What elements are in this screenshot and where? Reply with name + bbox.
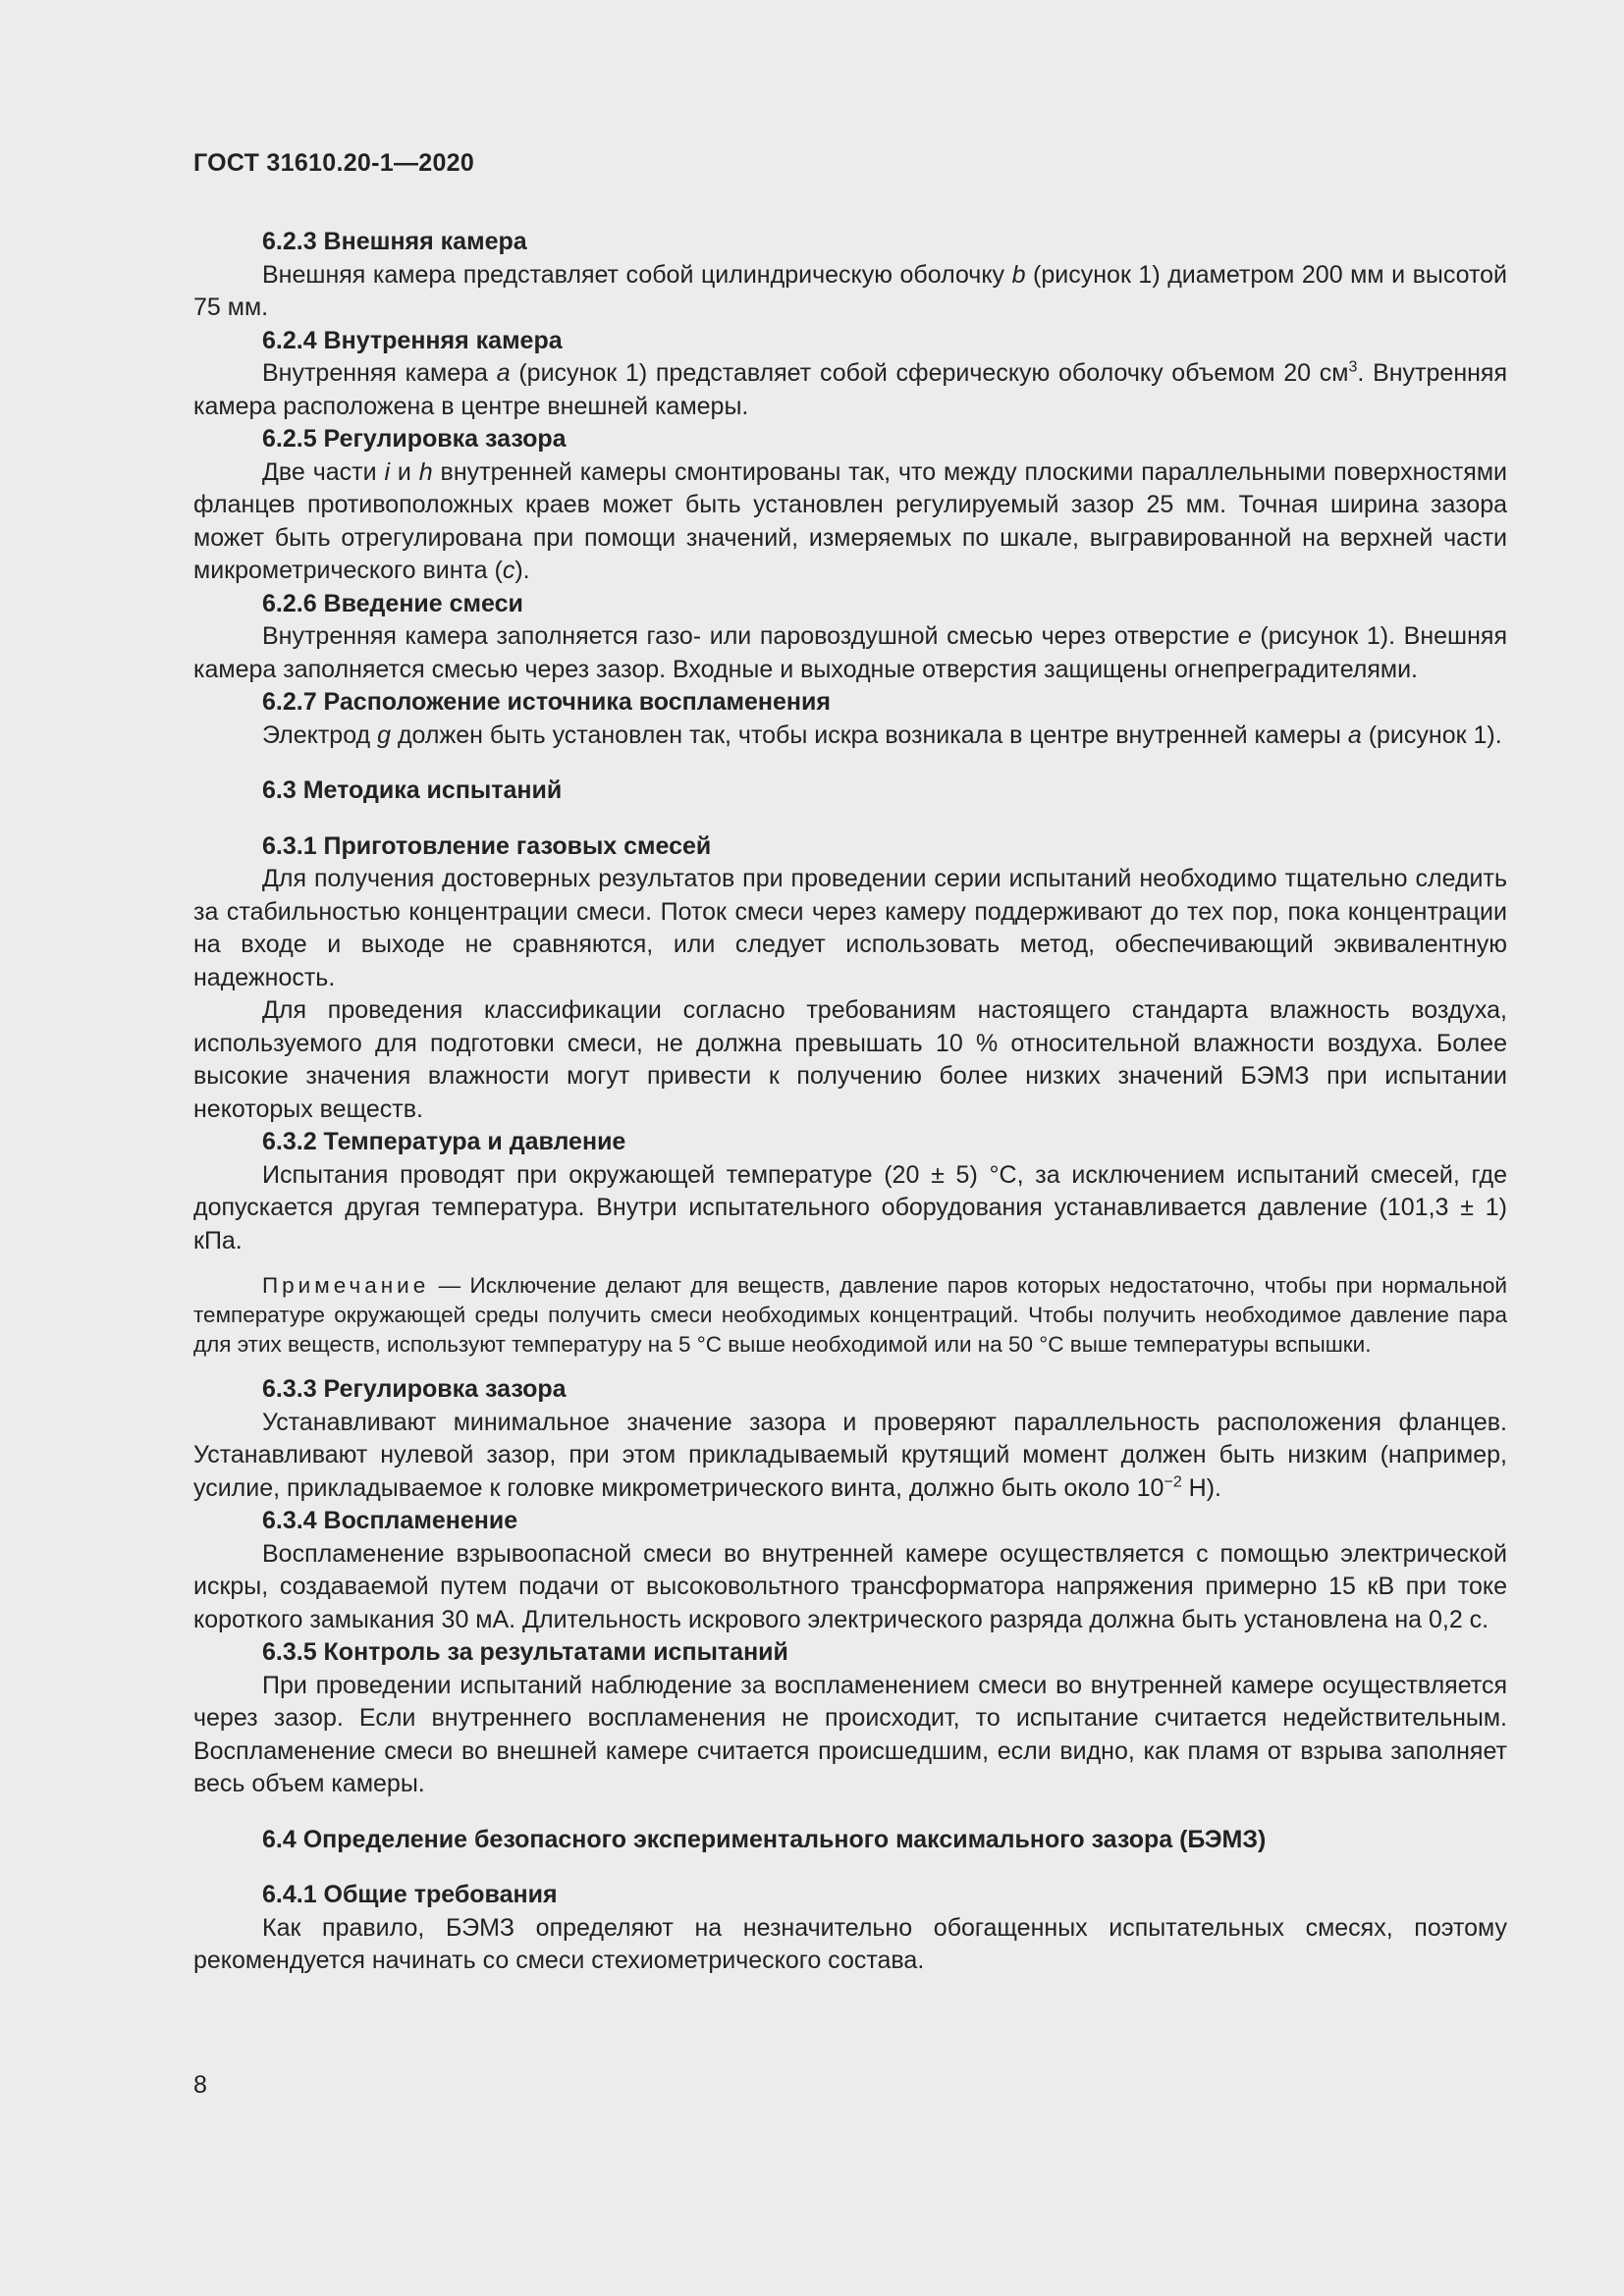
paragraph: Две части i и h внутренней камеры смонтированы так, что между плоскими параллельными поверхностями фланцев противоположных краев может быть установлен регулируемый зазор 25 мм. Точная ширина зазора может быть отрегулирована при помощи значений, измеряемых по шкале, выгравированной на верхней части микрометрического винта (c). (193, 457, 1507, 584)
section-heading: 6.2.5 Регулировка зазора (262, 425, 567, 453)
section-heading: 6.3.2 Температура и давление (262, 1128, 626, 1155)
section-heading: 6.3.1 Приготовление газовых смесей (262, 831, 712, 860)
section-heading: 6.4 Определение безопасного экспериментального максимального зазора (БЭМЗ) (262, 1825, 1267, 1853)
paragraph: Внутренняя камера заполняется газо- или паровоздушной смесью через отверстие e (рисунок 1). Внешняя камера заполняется смесью через зазор. Входные и выходные отверстия защищены огнепреградителями. (193, 622, 1507, 683)
section-heading: 6.3.3 Регулировка зазора (262, 1375, 567, 1403)
section-heading: 6.2.3 Внешняя камера (262, 228, 527, 255)
paragraph: Испытания проводят при окружающей температуре (20 ± 5) °С, за исключением испытаний смесей, где допускается другая температура. Внутри испытательного оборудования устанавливается давление (101,3 ± 1) кПа. (193, 1160, 1507, 1255)
paragraph: Для проведения классификации согласно требованиям настоящего стандарта влажность воздуха, используемого для подготовки смеси, не должна превышать 10 % относительной влажности воздуха. Более высокие значения влажности могут привести к получению более низких значений БЭМЗ при испытании некоторых веществ. (193, 996, 1507, 1123)
section-heading: 6.2.6 Введение смеси (262, 589, 523, 617)
paragraph: Внешняя камера представляет собой цилиндрическую оболочку b (рисунок 1) диаметром 200 мм и высотой 75 мм. (193, 260, 1508, 321)
paragraph: Воспламенение взрывоопасной смеси во внутренней камере осуществляется с помощью электрической искры, создаваемой путем подачи от высоковольтного трансформатора напряжения примерно 15 кВ при токе короткого замыкания 30 мА. Длительность искрового электрического разряда должна быть установлена на 0,2 с. (193, 1539, 1507, 1633)
paragraph: Устанавливают минимальное значение зазора и проверяют параллельность расположения фланцев. Устанавливают нулевой зазор, при этом прикладываемый крутящий момент должен быть низким (например, усилие, прикладываемое к головке микрометрического винта, должно быть около $10^{-2}$ Н). (193, 1408, 1507, 1502)
page-body (193, 226, 1507, 1978)
page-number: 8 (193, 2071, 207, 2099)
section-heading: 6.3 Методика испытаний (262, 776, 563, 804)
document-code-header: ГОСТ 31610.20-1—2020 (193, 149, 475, 177)
paragraph: При проведении испытаний наблюдение за воспламенением смеси во внутренней камере осуществляется через зазор. Если внутреннего воспламенения не происходит, то испытание считается недействительным. Воспламенение смеси во внешней камере считается происшедшим, если видно, как пламя от взрыва заполняет весь объем камеры. (193, 1671, 1507, 1797)
paragraph: Внутренняя камера a (рисунок 1) представляет собой сферическую оболочку объемом 20 $см^3$. Внутренняя камера расположена в центре внешней камеры. (193, 358, 1508, 420)
section-heading: 6.3.4 Воспламенение (262, 1507, 518, 1534)
section-heading: 6.3.5 Контроль за результатами испытаний (262, 1638, 788, 1666)
paragraph: Как правило, БЭМЗ определяют на незначительно обогащенных испытательных смесях, поэтому рекомендуется начинать со смеси стехиометрического состава. (193, 1913, 1507, 1974)
note-label: Примечание (262, 1273, 430, 1298)
paragraph: Для получения достоверных результатов при проведении серии испытаний необходимо тщательно следить за стабильностью концентрации смеси. Поток смеси через камеру поддерживают до тех пор, пока концентрации на входе и выходе не сравняются, или следует использовать метод, обеспечивающий эквивалентную надежность. (193, 865, 1507, 991)
section-heading: 6.4.1 Общие требования (262, 1881, 558, 1908)
section-heading: 6.2.4 Внутренняя камера (262, 326, 563, 354)
paragraph: Электрод g должен быть установлен так, чтобы искра возникала в центре внутренней камеры a (рисунок 1). (262, 721, 1502, 749)
section-heading: 6.2.7 Расположение источника воспламенения (262, 688, 831, 716)
note: Примечание — Исключение делают для веществ, давление паров которых недостаточно, чтобы при нормальной температуре окружающей среды получить смеси необходимых концентраций. Чтобы получить необходимое давление пара для этих веществ, используют температуру на 5 °С выше необходимой или на 50 °С выше температуры вспышки. (193, 1273, 1507, 1357)
